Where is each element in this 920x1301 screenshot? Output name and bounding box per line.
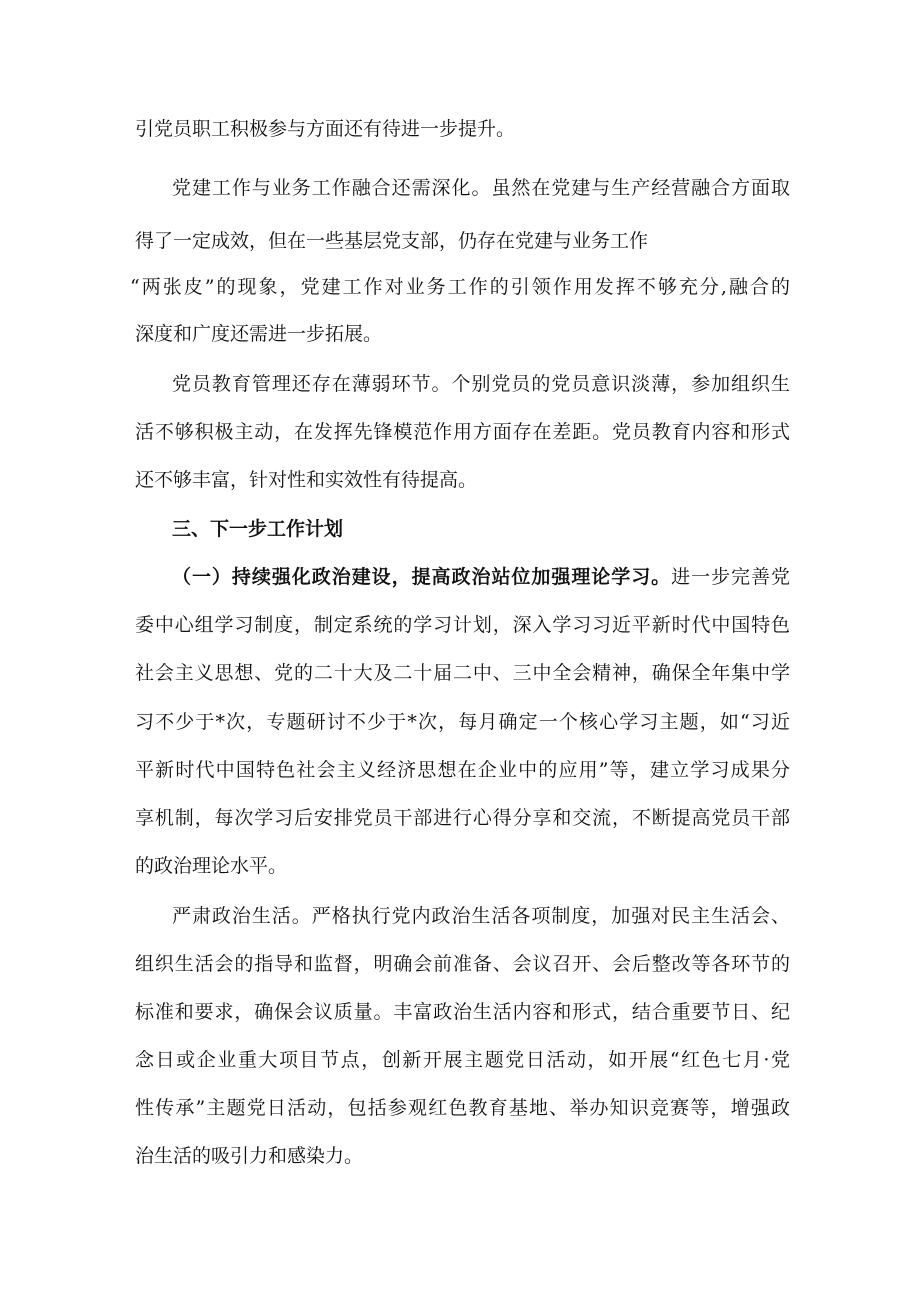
- paragraph-line: 性传承”主题党日活动，包括参观红色教育基地、举办知识竞赛等，增强政: [135, 1097, 790, 1119]
- paragraph-line: 念日或企业重大项目节点，创新开展主题党日活动，如开展“红色七月·党: [135, 1049, 790, 1071]
- section-heading: 三、下一步工作计划: [172, 518, 344, 540]
- paragraph-line: 习不少于*次，专题研讨不少于*次，每月确定一个核心学习主题，如“习近: [135, 711, 790, 733]
- paragraph-line: 平新时代中国特色社会主义经济思想在企业中的应用”等，建立学习成果分: [135, 759, 790, 781]
- paragraph-line: “两张皮”的现象，党建工作对业务工作的引领作用发挥不够充分,融合的: [130, 276, 790, 298]
- subsection-heading: （一）持续强化政治建设，提高政治站位加强理论学习。: [172, 566, 672, 588]
- paragraph-text: 进一步完善党: [671, 566, 790, 588]
- paragraph-line: 深度和广度还需进一步拓展。: [135, 323, 383, 345]
- paragraph-line: 得了一定成效，但在一些基层党支部，仍存在党建与业务工作: [135, 230, 649, 252]
- paragraph-line: 享机制，每次学习后安排党员干部进行心得分享和交流，不断提高党员干部: [135, 807, 790, 829]
- paragraph-line: 标准和要求，确保会议质量。丰富政治生活内容和形式，结合重要节日、纪: [135, 1001, 790, 1023]
- paragraph-line: 党建工作与业务工作融合还需深化。虽然在党建与生产经营融合方面取: [172, 177, 790, 199]
- paragraph-line: 治生活的吸引力和感染力。: [135, 1145, 364, 1167]
- paragraph-line: 组织生活会的指导和监督，明确会前准备、会议召开、会后整改等各环节的: [135, 953, 790, 975]
- paragraph-line: 还不够丰富，针对性和实效性有待提高。: [135, 469, 478, 491]
- paragraph-line: 严肃政治生活。严格执行党内政治生活各项制度，加强对民主生活会、: [172, 905, 790, 927]
- paragraph-line: 委中心组学习制度，制定系统的学习计划，深入学习习近平新时代中国特色: [135, 614, 790, 636]
- paragraph-line: 社会主义思想、党的二十大及二十届二中、三中全会精神，确保全年集中学: [135, 662, 790, 684]
- paragraph-line: 引党员职工积极参与方面还有待进一步提升。: [135, 118, 516, 140]
- paragraph-line: [172, 565, 790, 589]
- paragraph-line: 的政治理论水平。: [135, 855, 288, 877]
- paragraph-line: 党员教育管理还存在薄弱环节。个别党员的党员意识淡薄，参加组织生: [172, 373, 790, 395]
- paragraph-line: 活不够积极主动，在发挥先锋模范作用方面存在差距。党员教育内容和形式: [135, 421, 790, 443]
